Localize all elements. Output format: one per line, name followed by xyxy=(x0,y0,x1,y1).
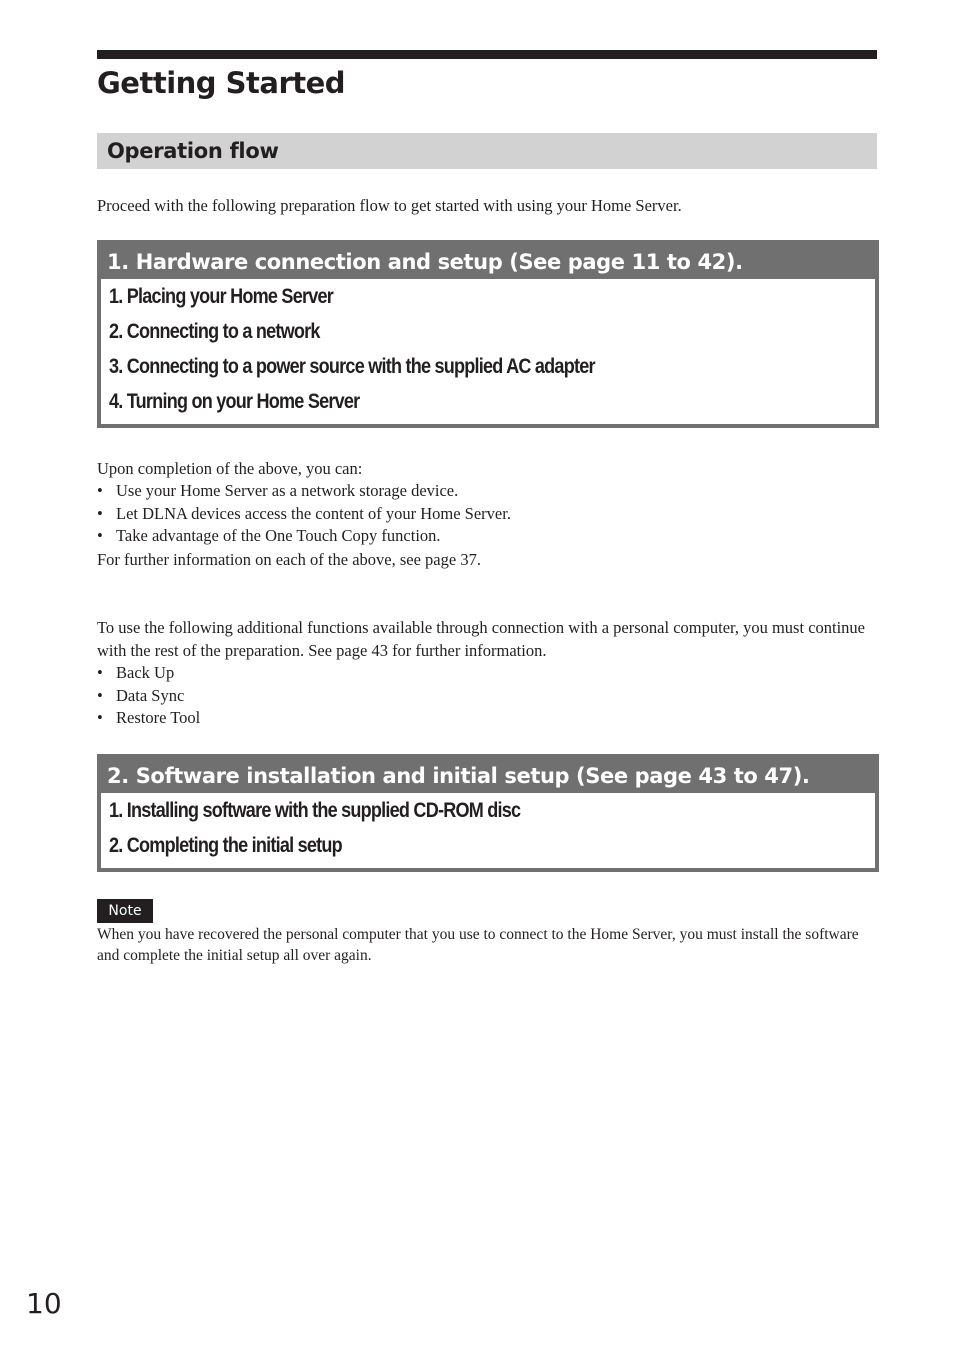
note-label: Note xyxy=(97,899,153,923)
intro-paragraph: Proceed with the following preparation flow to get started with using your Home Server. xyxy=(97,196,682,215)
section-heading: Operation flow xyxy=(97,133,877,169)
list-item: • Restore Tool xyxy=(97,707,200,730)
step-item: 1. Installing software with the supplied CD-ROM disc xyxy=(109,799,521,822)
step-item: 2. Completing the initial setup xyxy=(109,834,342,857)
hardware-setup-steps xyxy=(101,279,875,424)
hardware-setup-box xyxy=(97,240,879,428)
completion-footer: For further information on each of the above, see page 37. xyxy=(97,550,481,569)
list-item: • Let DLNA devices access the content of your Home Server. xyxy=(97,503,511,526)
list-item: • Data Sync xyxy=(97,685,200,708)
page-number: 10 xyxy=(26,1287,62,1320)
additional-list xyxy=(97,662,200,730)
step-item: 1. Placing your Home Server xyxy=(109,285,334,308)
step-item: 4. Turning on your Home Server xyxy=(109,390,360,413)
note-text: When you have recovered the personal computer that you use to connect to the Home Server, you must install the software and complete the initial setup all over again. xyxy=(97,926,859,964)
software-setup-heading: 2. Software installation and initial setup (See page 43 to 47). xyxy=(97,754,879,793)
list-item: • Use your Home Server as a network storage device. xyxy=(97,480,511,503)
software-setup-steps xyxy=(101,793,875,868)
list-item: • Back Up xyxy=(97,662,200,685)
top-rule xyxy=(97,50,877,59)
list-item: • Take advantage of the One Touch Copy function. xyxy=(97,525,511,548)
completion-list xyxy=(97,480,511,548)
page-title: Getting Started xyxy=(97,66,346,100)
hardware-setup-heading: 1. Hardware connection and setup (See page 11 to 42). xyxy=(97,240,879,279)
additional-lead: To use the following additional functions available through connection with a personal computer, you must continue with the rest of the preparation. See page 43 for further information. xyxy=(97,618,866,660)
completion-lead: Upon completion of the above, you can: xyxy=(97,459,363,478)
software-setup-box xyxy=(97,754,879,872)
step-item: 2. Connecting to a network xyxy=(109,320,320,343)
step-item: 3. Connecting to a power source with the supplied AC adapter xyxy=(109,355,595,378)
